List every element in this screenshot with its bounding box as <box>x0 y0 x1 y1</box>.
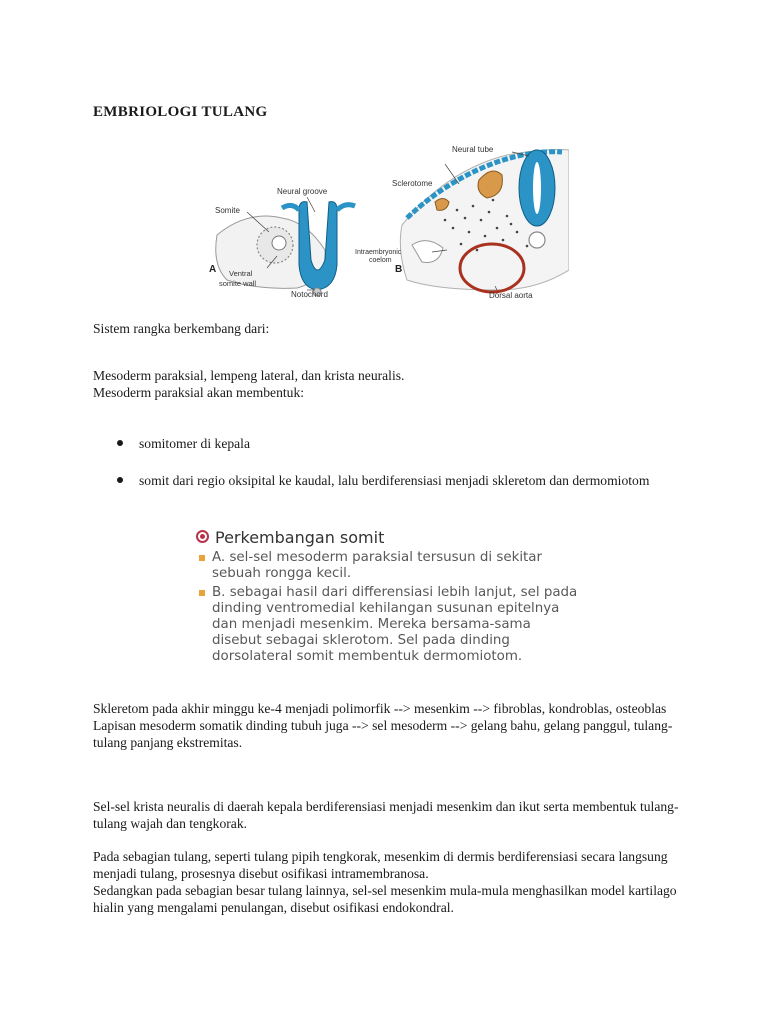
label-intraembryonic-2: coelom <box>369 257 392 264</box>
slide-heading-text: Perkembangan somit <box>215 528 385 547</box>
slide-item-a <box>212 550 582 582</box>
slide-image <box>196 528 586 688</box>
label-intraembryonic-1: Intraembryonic <box>355 249 402 256</box>
label-ventral-2: somite wall <box>219 279 257 288</box>
bullet-item <box>110 435 670 452</box>
paragraph-intramembranosa: Pada sebagian tulang, seperti tulang pipih tengkorak, mesenkim di dermis berdiferensiasi secara langsung menjadi tulang, prosesnya disebut osifikasi intramembranosa. <box>93 849 668 881</box>
paragraph-endokondral: Sedangkan pada sebagian besar tulang lainnya, sel-sel mesenkim mula-mula menghasilkan model kartilago hialin yang mengalami penulangan, disebut osifikasi endokondral. <box>93 883 677 915</box>
bullet-list <box>110 472 670 489</box>
label-dorsal-aorta: Dorsal aorta <box>489 291 533 300</box>
square-bullet-icon <box>199 590 205 596</box>
label-somite: Somite <box>215 206 240 215</box>
panel-a-letter: A <box>209 264 217 275</box>
bullet-list <box>110 435 670 452</box>
label-neural-groove: Neural groove <box>277 187 328 196</box>
bullet-text: somitomer di kepala <box>139 436 250 451</box>
label-ventral-1: Ventral <box>229 269 253 278</box>
paragraph-mesoderm-2: Mesoderm paraksial akan membentuk: <box>93 385 305 400</box>
panel-b-letter: B <box>395 264 403 275</box>
label-sclerotome: Sclerotome <box>392 179 433 188</box>
target-bullet-icon <box>196 530 209 543</box>
paragraph-mesoderm-1: Mesoderm paraksial, lempeng lateral, dan krista neuralis. <box>93 368 405 383</box>
bullet-text: somit dari regio oksipital ke kaudal, lalu berdiferensiasi menjadi skleretom dan dermomiotom <box>139 473 650 488</box>
bullet-item <box>110 472 670 489</box>
slide-heading <box>196 528 384 547</box>
paragraph-intro: Sistem rangka berkembang dari: <box>93 321 270 336</box>
label-neural-tube: Neural tube <box>452 145 494 154</box>
slide-item-b-text: B. sebagai hasil dari differensiasi lebih lanjut, sel pada dinding ventromedial kehilangan susunan epitelnya dan menjadi mesenkim. Mereka bersama-sama disebut sebagai sklerotom. Sel pada dinding dorsolateral somit membentuk dermomiotom. <box>212 585 578 664</box>
bullet-icon <box>117 477 123 483</box>
bullet-icon <box>117 440 123 446</box>
slide-item-a-text: A. sel-sel mesoderm paraksial tersusun di sekitar sebuah rongga kecil. <box>212 550 542 581</box>
paragraph-krista: Sel-sel krista neuralis di daerah kepala berdiferensiasi menjadi mesenkim dan ikut serta membentuk tulang-tulang wajah dan tengkorak. <box>93 799 679 831</box>
label-notochord: Notochord <box>291 290 328 299</box>
slide-item-b <box>212 585 582 665</box>
square-bullet-icon <box>199 555 205 561</box>
embryo-figure <box>207 140 569 300</box>
paragraph-skleretom: Skleretom pada akhir minggu ke-4 menjadi polimorfik --> mesenkim --> fibroblas, kondroblas, osteoblas Lapisan mesoderm somatik dinding tubuh juga --> sel mesoderm --> gelang bahu, gelang panggul, tulang-tulang panjang ekstremitas. <box>93 701 673 750</box>
document-title: EMBRIOLOGI TULANG <box>93 104 268 120</box>
